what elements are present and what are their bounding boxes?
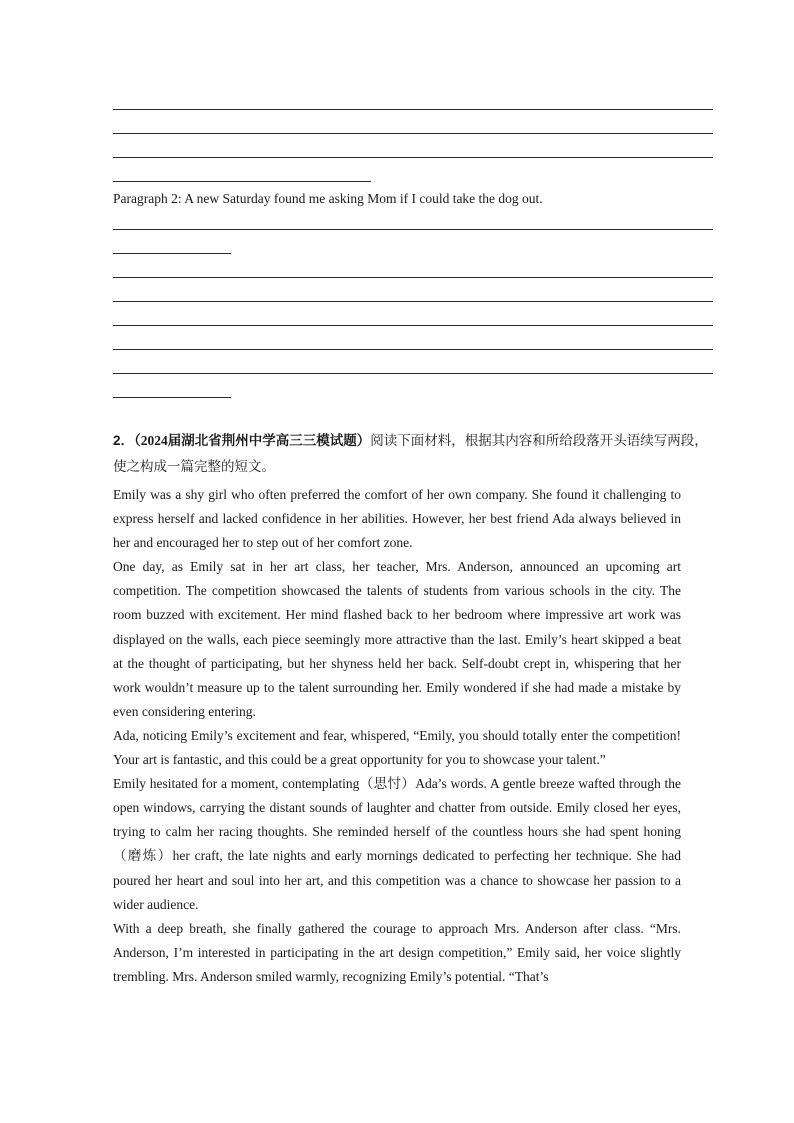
passage-paragraph: One day, as Emily sat in her art class, her teacher, Mrs. Anderson, announced an upcoming art competition. The competition showcased the talents of students from various schools in the city. The room buzzed with excitement. Her mind flashed back to her bedroom where impressive art work was displayed on the walls, each piece seemingly more attractive than the last. Emily’s heart skipped a beat at the thought of participating, but her shyness held her back. Self-doubt crept in, whispering that her work wouldn’t measure up to the talent surrounding her. Emily wondered if she had made a mistake by even considering entering.: [113, 559, 681, 719]
question-number: 2．: [113, 433, 135, 448]
answer-line: [113, 181, 371, 182]
paragraph2-prompt: Paragraph 2: A new Saturday found me asking Mom if I could take the dog out.: [113, 191, 543, 206]
answer-line: [113, 109, 713, 110]
passage-paragraph: With a deep breath, she finally gathered the courage to approach Mrs. Anderson after class. “Mrs. Anderson, I’m interested in participating in the art design competition,” Emily said, her voice slightly trembling. Mrs. Anderson smiled warmly, recognizing Emily’s potential. “That’s: [113, 920, 681, 984]
passage-paragraph: Ada, noticing Emily’s excitement and fear, whispered, “Emily, you should totally enter the competition! Your art is fantastic, and this could be a great opportunity for you to showcase your talent.”: [113, 727, 681, 768]
passage-paragraph: Emily was a shy girl who often preferred the comfort of her own company. She found it challenging to express herself and lacked confidence in her abilities. However, her best friend Ada always believed in her and encouraged her to step out of her comfort zone.: [113, 487, 681, 551]
passage: [113, 483, 681, 989]
answer-line: [113, 229, 713, 230]
question-instruction: 阅读下面材料，根据其内容和所给段落开头语续写两段，使之构成一篇完整的短文。: [113, 433, 708, 474]
answer-line: [113, 349, 713, 350]
answer-line: [113, 397, 231, 398]
answer-line: [113, 325, 713, 326]
answer-line: [113, 301, 713, 302]
answer-line: [113, 277, 713, 278]
answer-line: [113, 373, 713, 374]
answer-line: [113, 253, 231, 254]
question-heading: [113, 428, 713, 480]
question-source: （2024届湖北省荆州中学高三三模试题）: [134, 433, 371, 448]
answer-line: [113, 157, 713, 158]
passage-paragraph: Emily hesitated for a moment, contemplating（思忖）Ada’s words. A gentle breeze wafted through the open windows, carrying the distant sounds of laughter and chatter from outside. Emily closed her eyes, trying to calm her racing thoughts. She reminded herself of the countless hours she had spent honing（磨炼）her craft, the late nights and early mornings dedicated to perfecting her technique. She had poured her heart and soul into her art, and this competition was a chance to showcase her passion to a wider audience.: [113, 776, 681, 912]
answer-line: [113, 133, 713, 134]
